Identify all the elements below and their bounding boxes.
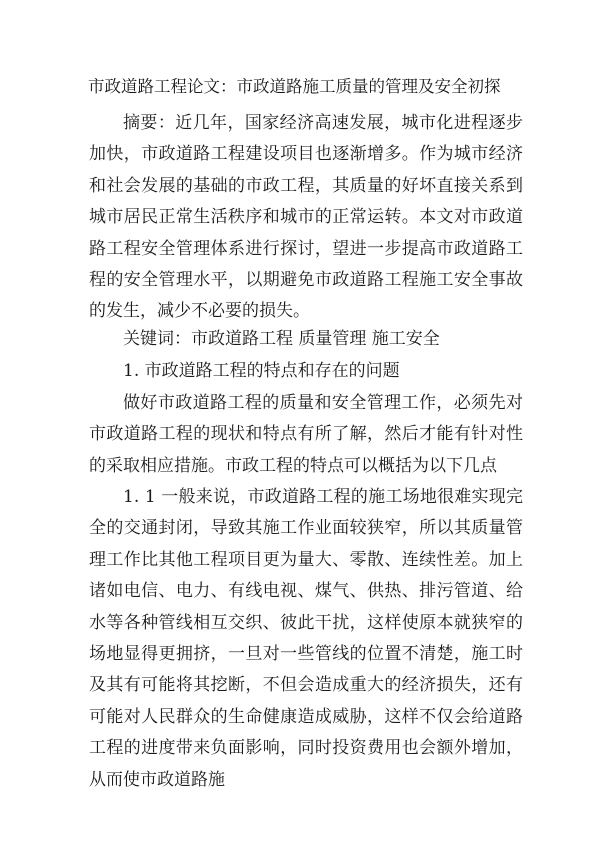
paragraph-1-1: 1. 1 一般来说，市政道路工程的施工场地很难实现完全的交通封闭，导致其施工作业面较狭窄，所以其质量管理工作比其他工程项目更为量大、零散、连续性差。加上诸如电信、电力、有线电视、煤气、供热、排污管道、给水等各种管线相互交织、彼此干扰，这样使原本就狭窄的场地显得更拥挤，一旦对一些管线的位置不清楚，施工时及其有可能将其挖断，不但会造成重大的经济损失，还有可能对人民群众的生命健康造成威胁，这样不仅会给道路工程的进度带来负面影响，同时投资费用也会额外增加，从而使市政道路施 (89, 487, 523, 790)
abstract-paragraph: 摘要：近几年，国家经济高速发展，城市化进程逐步加快，市政道路工程建设项目也逐渐增多。作为城市经济和社会发展的基础的市政工程，其质量的好坏直接关系到城市居民正常生活秩序和城市的正常运转。本文对市政道路工程安全管理体系进行探讨，望进一步提高市政道路工程的安全管理水平，以期避免市政道路工程施工安全事故的发生，减少不必要的损失。 (89, 113, 523, 322)
section-heading: 1. 市政道路工程的特点和存在的问题 (123, 361, 400, 381)
document-title: 市政道路工程论文：市政道路施工质量的管理及安全初探 (88, 77, 501, 96)
intro-paragraph: 做好市政道路工程的质量和安全管理工作，必须先对市政道路工程的现状和特点有所了解，然后才能有针对性的采取相应措施。市政工程的特点可以概括为以下几点 (89, 393, 523, 476)
keywords-line: 关键词：市政道路工程 质量管理 施工安全 (123, 329, 440, 349)
